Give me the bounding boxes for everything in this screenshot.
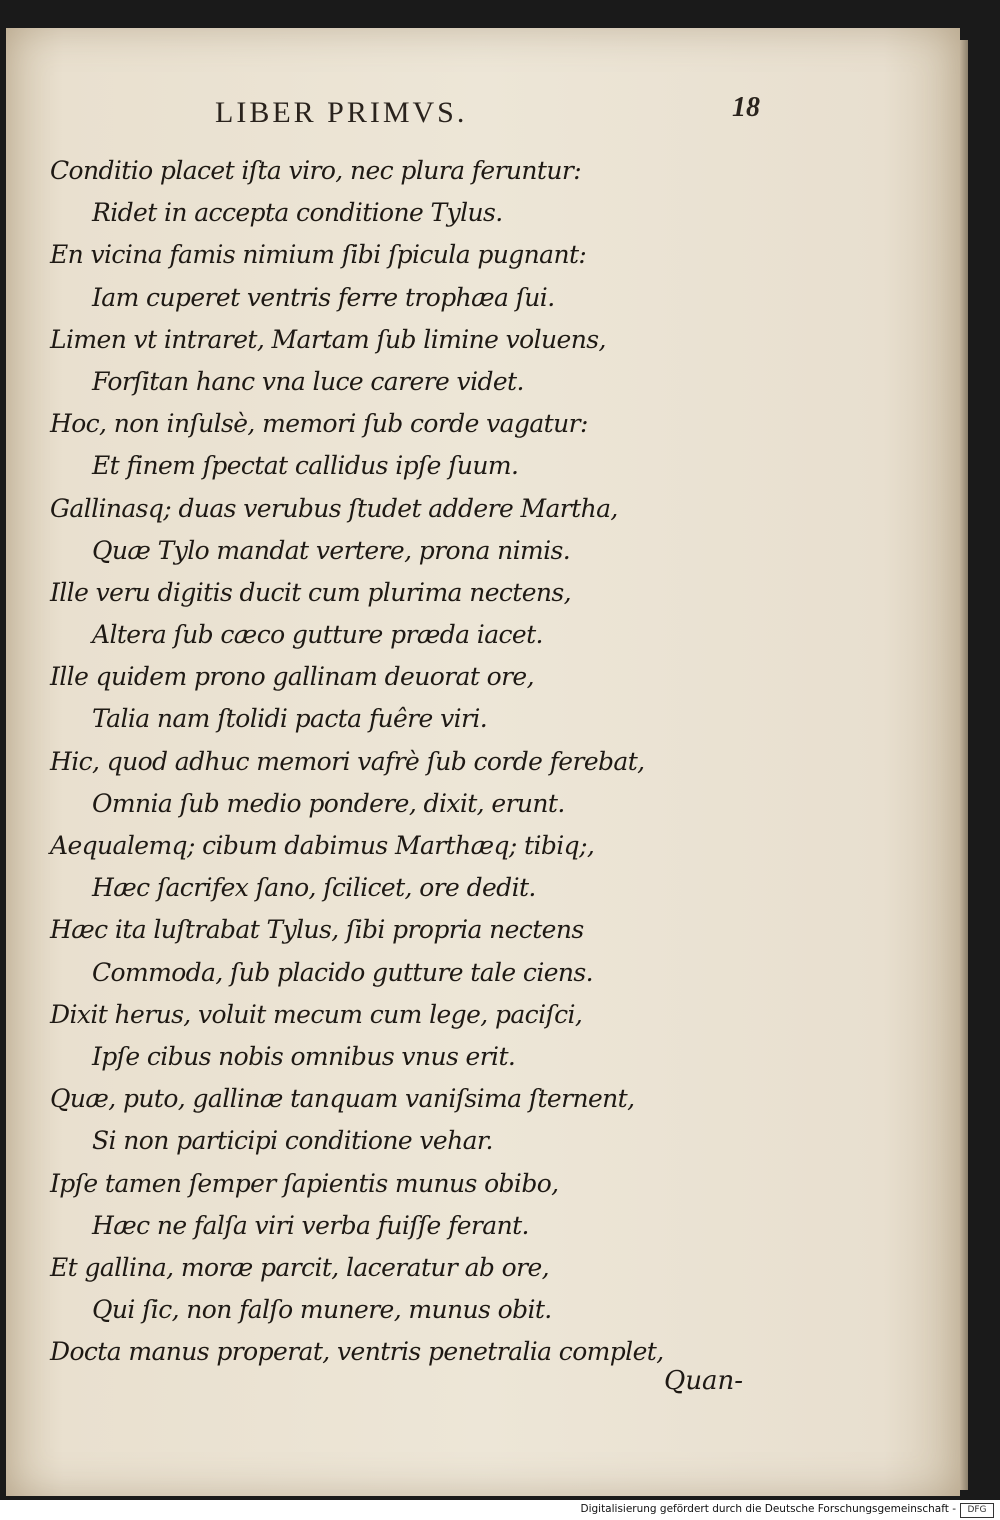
pentameter-line: Omnia ſub medio pondere, dixit, erunt. bbox=[92, 788, 565, 818]
pentameter-line: Hæc ſacrifex ſano, ſcilicet, ore dedit. bbox=[92, 873, 536, 903]
running-head: LIBER PRIMVS. bbox=[215, 96, 468, 129]
pentameter-line: Altera ſub cæco gutture præda iacet. bbox=[92, 620, 543, 650]
catchword: Quan- bbox=[664, 1366, 744, 1396]
pentameter-line: Qui ſic, non falſo munere, munus obit. bbox=[92, 1295, 552, 1325]
hexameter-line: Gallinasq; duas verubus ſtudet addere Martha, bbox=[50, 493, 618, 523]
pentameter-line: Ipſe cibus nobis omnibus vnus erit. bbox=[92, 1041, 516, 1071]
pentameter-line: Forſitan hanc vna luce carere videt. bbox=[92, 366, 524, 396]
folio-number: 18 bbox=[732, 92, 760, 123]
hexameter-line: Docta manus properat, ventris penetralia complet, bbox=[50, 1337, 664, 1367]
hexameter-line: Hæc ita luſtrabat Tylus, ſibi propria nectens bbox=[50, 915, 584, 945]
hexameter-line: Quæ, puto, gallinæ tanquam vaniſsima ſternent, bbox=[50, 1084, 635, 1114]
hexameter-line: Aequalemq; cibum dabimus Marthæq; tibiq;, bbox=[50, 831, 595, 860]
hexameter-line: Et gallina, moræ parcit, laceratur ab ore, bbox=[50, 1252, 549, 1282]
footer-bar bbox=[0, 1500, 1000, 1520]
funding-notice: Digitalisierung gefördert durch die Deutsche Forschungsgemeinschaft - bbox=[580, 1503, 956, 1515]
pentameter-line: Commoda, ſub placido gutture tale ciens. bbox=[92, 957, 594, 987]
pentameter-line: Talia nam ſtolidi pacta fuêre viri. bbox=[92, 704, 488, 734]
pentameter-line: Ridet in accepta conditione Tylus. bbox=[92, 198, 503, 228]
hexameter-line: Ipſe tamen ſemper ſapientis munus obibo, bbox=[50, 1168, 559, 1198]
hexameter-line: Ille veru digitis ducit cum plurima nectens, bbox=[50, 577, 572, 607]
hexameter-line: Limen vt intraret, Martam ſub limine voluens, bbox=[50, 324, 606, 354]
pentameter-line: Et finem ſpectat callidus ipſe ſuum. bbox=[92, 451, 519, 481]
verse-list bbox=[50, 150, 830, 1373]
dfg-logo: DFG bbox=[960, 1503, 994, 1518]
hexameter-line: Dixit herus, voluit mecum cum lege, paciſci, bbox=[50, 999, 583, 1029]
hexameter-line: Hoc, non inſulsè, memori ſub corde vagatur: bbox=[50, 409, 588, 439]
pentameter-line: Si non participi conditione vehar. bbox=[92, 1126, 493, 1156]
hexameter-line: Conditio placet iſta viro, nec plura feruntur: bbox=[50, 156, 582, 185]
pentameter-line: Hæc ne falſa viri verba fuiſſe ferant. bbox=[92, 1210, 529, 1240]
pentameter-line: Iam cuperet ventris ferre trophæa ſui. bbox=[92, 282, 555, 312]
pentameter-line: Quæ Tylo mandat vertere, prona nimis. bbox=[92, 535, 571, 565]
hexameter-line: En vicina famis nimium ſibi ſpicula pugnant: bbox=[50, 240, 587, 270]
page-edge bbox=[960, 40, 968, 1490]
hexameter-line: Hic, quod adhuc memori vafrè ſub corde ferebat, bbox=[50, 746, 645, 776]
hexameter-line: Ille quidem prono gallinam deuorat ore, bbox=[50, 662, 534, 692]
